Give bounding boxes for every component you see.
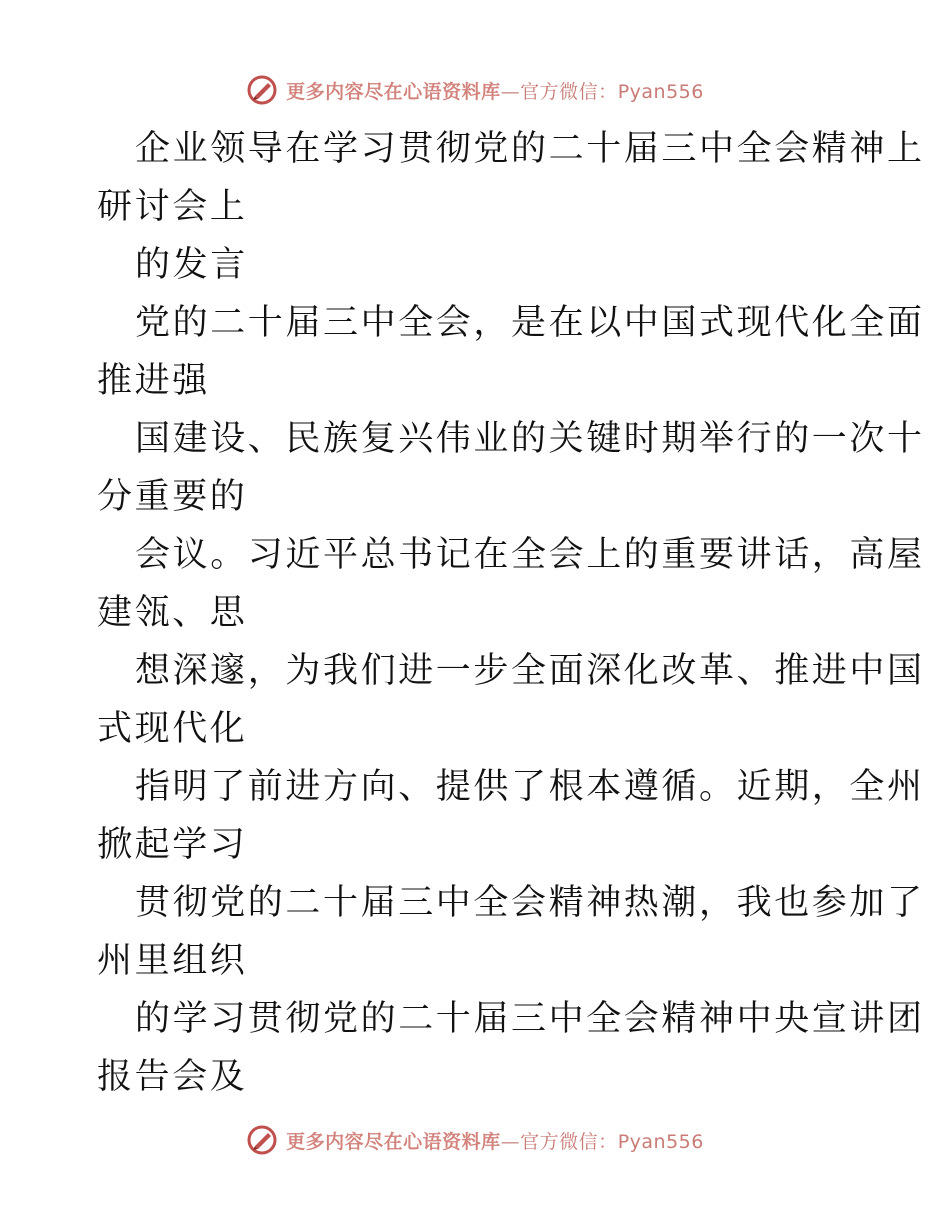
- body-text-line: 研讨会上: [97, 187, 248, 227]
- body-text-line: 的学习贯彻党的二十届三中全会精神中央宣讲团: [135, 999, 925, 1039]
- footer-watermark: [0, 1120, 950, 1160]
- watermark-text: 更多内容尽在心语资料库—官方微信：Pyan556: [286, 1130, 704, 1153]
- body-text-line: 式现代化: [97, 709, 248, 749]
- body-text-line: 企业领导在学习贯彻党的二十届三中全会精神上: [135, 129, 925, 169]
- body-text-line: 掀起学习: [97, 825, 248, 865]
- body-text-line: 的发言: [135, 245, 248, 285]
- body-text-line: 指明了前进方向、提供了根本遵循。近期，全州: [135, 767, 925, 807]
- document-body: [97, 120, 925, 1106]
- body-text-line: 州里组织: [97, 941, 248, 981]
- body-text-line: 国建设、民族复兴伟业的关键时期举行的一次十: [135, 419, 925, 459]
- body-text-line: 会议。习近平总书记在全会上的重要讲话，高屋: [135, 535, 925, 575]
- watermark-text: 更多内容尽在心语资料库—官方微信：Pyan556: [286, 80, 704, 103]
- header-watermark: [0, 70, 950, 110]
- body-text-line: 贯彻党的二十届三中全会精神热潮，我也参加了: [135, 883, 925, 923]
- pen-swirl-logo-icon: [246, 74, 278, 106]
- body-text-line: 想深邃，为我们进一步全面深化改革、推进中国: [135, 651, 925, 691]
- body-text-line: 建瓴、思: [97, 593, 248, 633]
- body-text-line: 推进强: [97, 361, 210, 401]
- pen-swirl-logo-icon: [246, 1124, 278, 1156]
- body-text-line: 党的二十届三中全会，是在以中国式现代化全面: [135, 303, 925, 343]
- body-text-line: 分重要的: [97, 477, 248, 517]
- body-text-line: 报告会及: [97, 1057, 248, 1097]
